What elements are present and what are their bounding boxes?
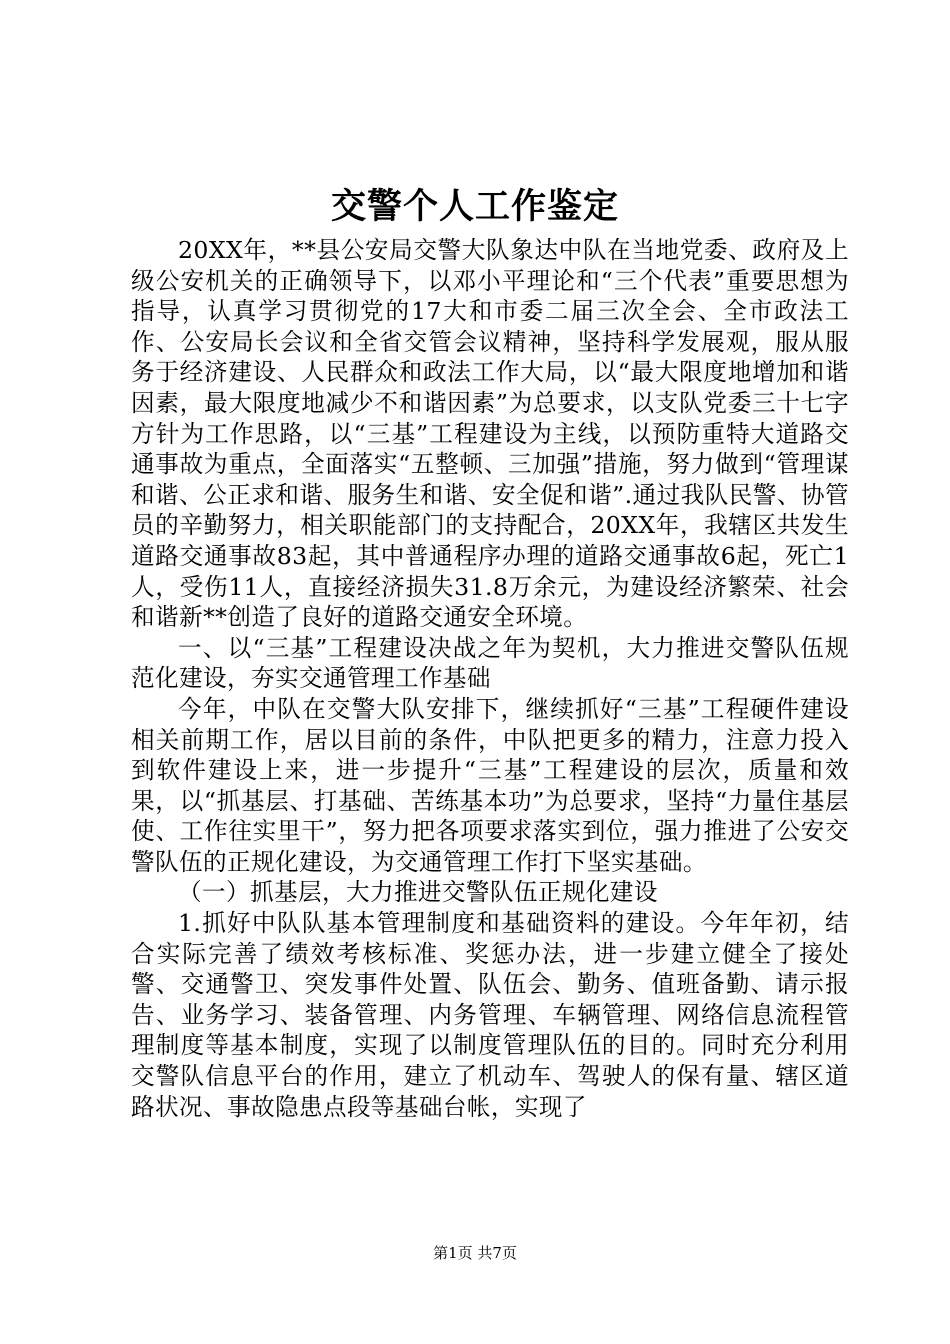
document-title: 交警个人工作鉴定 xyxy=(330,186,619,227)
paragraph-subsection-heading-1: （一）抓基层，大力推进交警队伍正规化建设 xyxy=(178,878,658,907)
paragraph-intro: 20XX年，**县公安局交警大队象达中队在当地党委、政府及上级公安机关的正确领导下，以邓小平理论和“三个代表”重要思想为指导，认真学习贯彻党的17大和市委二届三次全会、全市政法工作、公安局长会议和全省交管会议精神，坚持科学发展观，服从服务于经济建设、人民群众和政法工作大局，以“最大限度地增加和谐因素，最大限度地减少不和谐因素”为总要求，以支队党委三十七字方针为工作思路，以“三基”工程建设为主线，以预防重特大道路交通事故为重点，全面落实“五整顿、三加强”措施，努力做到“管理谋和谐、公正求和谐、服务生和谐、安全促和谐”.通过我队民警、协管员的辛勤努力，相关职能部门的支持配合，20XX年，我辖区共发生道路交通事故83起，其中普通程序办理的道路交通事故6起，死亡1人，受伤11人，直接经济损失31.8万余元，为建设经济繁荣、社会和谐新**创造了良好的道路交通安全环境。 xyxy=(131,236,849,632)
document-body xyxy=(131,235,849,1122)
paragraph-section-1-body: 今年，中队在交警大队安排下，继续抓好“三基”工程硬件建设相关前期工作，居以目前的条件，中队把更多的精力，注意力投入到软件建设上来，进一步提升“三基”工程建设的层次，质量和效果，以“抓基层、打基础、苦练基本功”为总要求，坚持“力量住基层使、工作往实里干”，努力把各项要求落实到位，强力推进了公安交警队伍的正规化建设，为交通管理工作打下坚实基础。 xyxy=(131,694,849,876)
page-number-footer: 第1页 共7页 xyxy=(433,1244,517,1262)
paragraph-section-heading-1: 一、以“三基”工程建设决战之年为契机，大力推进交警队伍规范化建设，夯实交通管理工作基础 xyxy=(131,633,849,693)
paragraph-item-1: 1.抓好中队队基本管理制度和基础资料的建设。今年年初，结合实际完善了绩效考核标准、奖惩办法，进一步建立健全了接处警、交通警卫、突发事件处置、队伍会、勤务、值班备勤、请示报告、业务学习、装备管理、内务管理、车辆管理、网络信息流程管理制度等基本制度，实现了以制度管理队伍的目的。同时充分利用交警队信息平台的作用，建立了机动车、驾驶人的保有量、辖区道路状况、事故隐患点段等基础台帐，实现了 xyxy=(131,909,849,1121)
